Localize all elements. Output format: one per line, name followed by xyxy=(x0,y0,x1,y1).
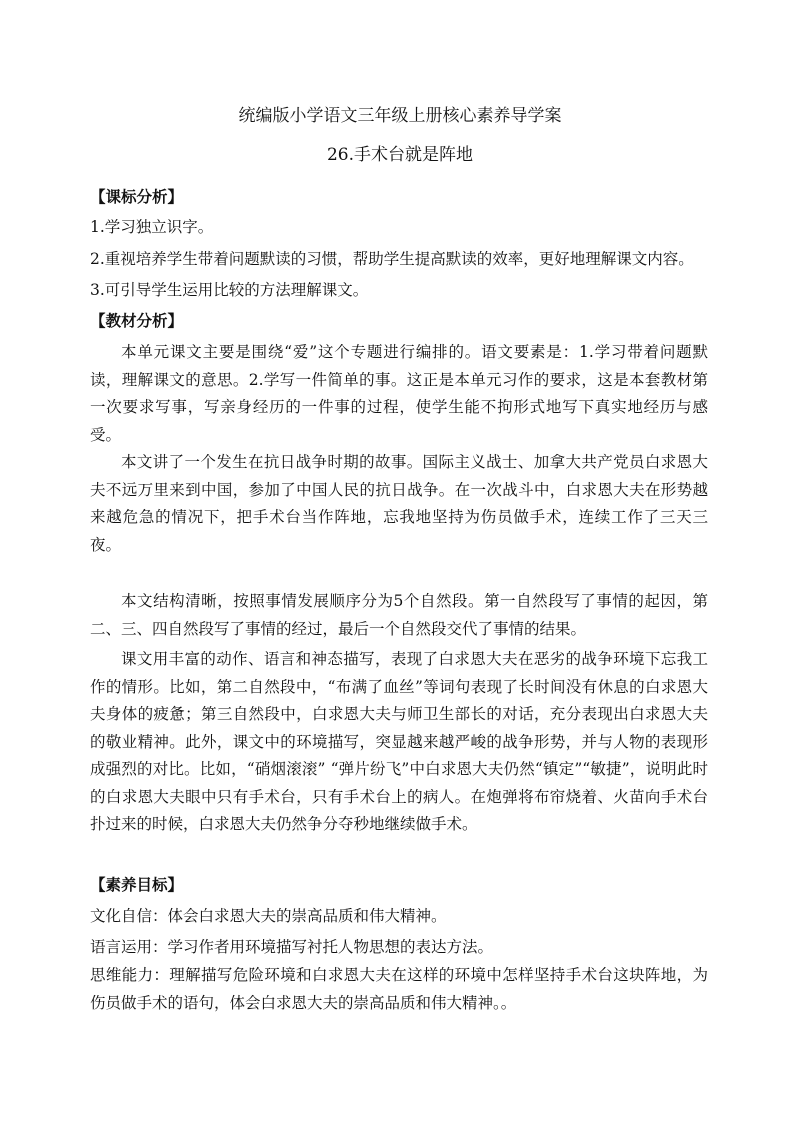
textbook-paragraph: 课文用丰富的动作、语言和神态描写，表现了白求恩大夫在恶劣的战争环境下忘我工作的情形。比如，第二自然段中，“布满了血丝”等词句表现了长时间没有休息的白求恩大夫身体的疲惫；第三自然段中，白求恩大夫与师卫生部长的对话，充分表现出白求恩大夫的敬业精神。此外，课文中的环境描写，突显越来越严峻的战争形势，并与人物的表现形成强烈的对比。比如，“硝烟滚滚” “弹片纷飞”中白求恩大夫仍然“镇定”“敏捷”，说明此时的白求恩大夫眼中只有手术台，只有手术台上的病人。在炮弹将布帘烧着、火苗向手术台扑过来的时候，白求恩大夫仍然争分夺秒地继续做手术。 xyxy=(90,650,708,833)
goal-item: 文化自信：体会白求恩大夫的崇高品质和伟大精神。 xyxy=(90,907,447,925)
curriculum-item: 2.重视培养学生带着问题默读的习惯，帮助学生提高默读的效率，更好地理解课文内容。 xyxy=(90,250,694,268)
lesson-title: 26.手术台就是阵地 xyxy=(326,145,474,165)
curriculum-item: 3.可引导学生运用比较的方法理解课文。 xyxy=(90,281,369,299)
section-heading-curriculum: 【课标分析】 xyxy=(90,188,184,206)
textbook-paragraph: 本单元课文主要是围绕“爱”这个专题进行编排的。语文要素是：1.学习带着问题默读，理解课文的意思。2.学写一件简单的事。这正是本单元习作的要求，这是本套教材第一次要求写事，写亲身经历的一件事的过程，使学生能不拘形式地写下真实地经历与感受。 xyxy=(90,343,708,444)
goal-item: 思维能力：理解描写危险环境和白求恩大夫在这样的环境中怎样坚持手术台这块阵地，为伤员做手术的语句，体会白求恩大夫的崇高品质和伟大精神。。 xyxy=(90,966,708,1012)
curriculum-item: 1.学习独立识字。 xyxy=(90,218,214,236)
goal-item: 语言运用：学习作者用环境描写衬托人物思想的表达方法。 xyxy=(90,938,494,956)
section-heading-goals: 【素养目标】 xyxy=(90,876,184,894)
document-title: 统编版小学语文三年级上册核心素养导学案 xyxy=(238,106,562,126)
section-heading-textbook: 【教材分析】 xyxy=(90,312,184,330)
textbook-paragraph: 本文讲了一个发生在抗日战争时期的故事。国际主义战士、加拿大共产党员白求恩大夫不远万里来到中国，参加了中国人民的抗日战争。在一次战斗中，白求恩大夫在形势越来越危急的情况下，把手术台当作阵地，忘我地坚持为伤员做手术，连续工作了三天三夜。 xyxy=(90,453,708,554)
textbook-paragraph: 本文结构清晰，按照事情发展顺序分为5个自然段。第一自然段写了事情的起因，第二、三、四自然段写了事情的经过，最后一个自然段交代了事情的结果。 xyxy=(90,592,708,638)
